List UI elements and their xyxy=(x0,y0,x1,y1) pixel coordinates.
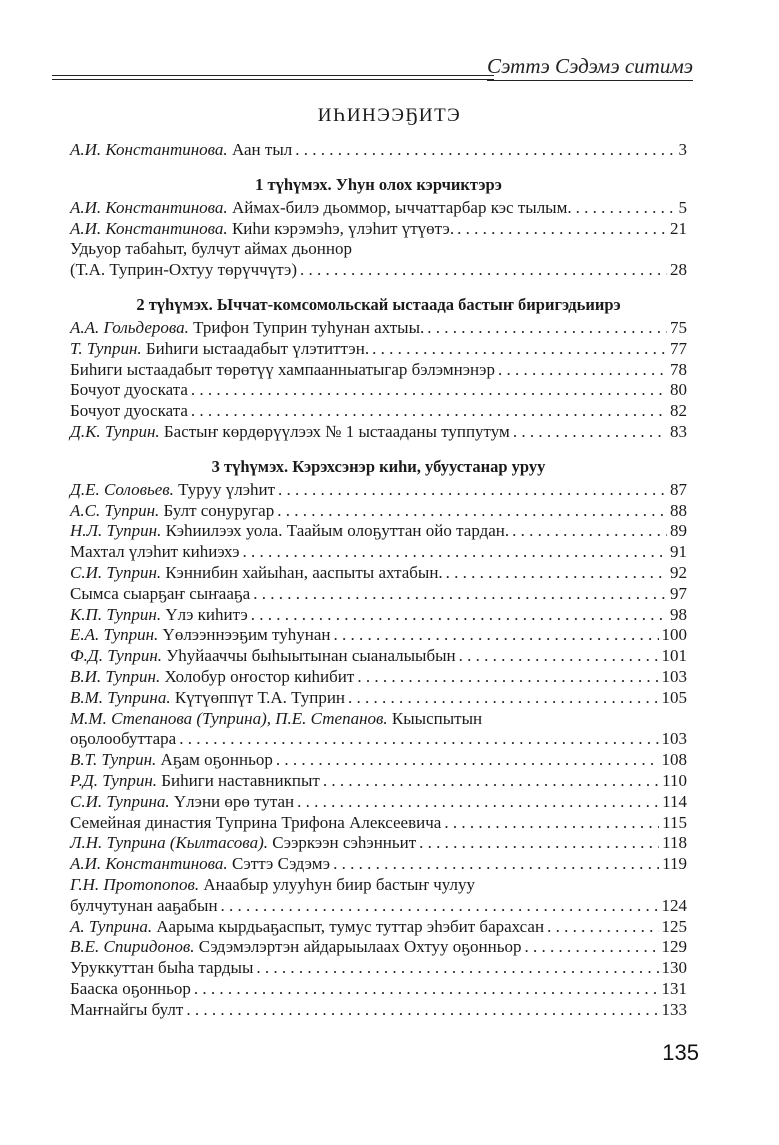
entry-author: Ф.Д. Туприн. xyxy=(70,646,163,666)
toc-entry xyxy=(70,360,687,381)
entry-title: Аан тыл xyxy=(227,140,293,159)
page-number: 124 xyxy=(661,895,687,915)
dot-leader xyxy=(295,140,675,161)
header-rule xyxy=(52,79,494,80)
dot-leader xyxy=(179,729,658,750)
page-number: 131 xyxy=(661,978,687,998)
entry-title: Бочуот дуоската xyxy=(70,380,188,400)
entry-author: С.И. Туприн. xyxy=(70,562,162,582)
page-number: 77 xyxy=(670,338,687,358)
entry-title: оҕолообуттара xyxy=(70,729,177,749)
toc-entry xyxy=(70,646,687,667)
dot-leader xyxy=(186,1000,658,1021)
page-number: 110 xyxy=(662,770,687,790)
section-heading: 3 түһүмэх. Кэрэхсэнэр киһи, убуустанар уруу xyxy=(211,456,546,476)
entry-title: Биһиги ыстаадабыт төрөтүү хампаанныатыгар бэлэмнэнэр xyxy=(70,359,495,379)
entry-author: А.И. Константинова. xyxy=(70,140,228,159)
entry-title: Күтүөппүт Т.А. Туприн xyxy=(170,687,346,707)
dot-leader xyxy=(221,896,659,917)
page-number: 75 xyxy=(670,317,687,337)
page-number: 88 xyxy=(670,500,687,520)
entry-title: Үөлээннээҕим туһунан xyxy=(158,625,331,645)
toc-entry xyxy=(70,771,687,792)
entry-title-line xyxy=(70,709,687,730)
section-heading: 1 түһүмэх. Уһун олох кэрчиктэрэ xyxy=(255,174,502,194)
contents-title: ИҺИНЭЭҔИТЭ xyxy=(317,105,462,126)
entry-title: Бааска оҕонньор xyxy=(70,978,191,998)
running-header xyxy=(52,54,693,88)
entry-title: Бочуот дуоската xyxy=(70,401,188,421)
toc-entry xyxy=(70,1000,687,1021)
dot-leader xyxy=(323,771,659,792)
entry-title: Кыыспытын xyxy=(387,708,483,728)
toc-entry xyxy=(70,750,687,771)
page-number: 89 xyxy=(670,521,687,541)
entry-author: Д.Е. Соловьев. xyxy=(70,479,174,499)
entry-title: Биһиги наставникпыт xyxy=(157,770,320,790)
dot-leader xyxy=(446,563,667,584)
entry-title: Үлэ киһитэ xyxy=(161,604,248,624)
page-number: 101 xyxy=(661,646,687,666)
toc-entry xyxy=(70,896,687,917)
entry-title: Аймах-билэ дьоммор, ыччаттарбар кэс тылым. xyxy=(227,197,572,217)
entry-title: Уруккуттан быһа тардыы xyxy=(70,958,254,978)
dot-leader xyxy=(498,360,667,381)
toc-entry xyxy=(70,198,687,219)
page-number: 3 xyxy=(678,140,687,159)
dot-leader xyxy=(576,198,675,219)
dot-leader xyxy=(277,501,667,522)
page-number: 103 xyxy=(661,666,687,686)
toc-entry xyxy=(70,667,687,688)
toc-entry xyxy=(70,380,687,401)
dot-leader xyxy=(333,854,659,875)
toc-entry xyxy=(70,605,687,626)
page-number: 103 xyxy=(661,729,687,749)
dot-leader xyxy=(459,646,659,667)
toc-entry xyxy=(70,521,687,542)
toc-entry xyxy=(70,480,687,501)
entry-author: А. Туприна. xyxy=(70,916,153,936)
entry-title: Сээркээн сэһэнньит xyxy=(267,833,417,853)
page-number: 5 xyxy=(678,197,687,217)
entry-author: В.Т. Туприн. xyxy=(70,750,157,770)
dot-leader xyxy=(348,688,658,709)
toc-entry xyxy=(70,339,687,360)
entry-author: Е.А. Туприн. xyxy=(70,625,159,645)
entry-author: Н.Л. Туприн. xyxy=(70,521,162,541)
entry-author: К.П. Туприн. xyxy=(70,604,162,624)
entry-title: Аҕам оҕонньор xyxy=(156,750,273,770)
entry-title: Уһуйааччы быһыытынан сыаналыыбын xyxy=(162,646,456,666)
dot-leader xyxy=(444,813,659,834)
page-number: 78 xyxy=(670,359,687,379)
dot-leader xyxy=(194,979,659,1000)
entry-author: Р.Д. Туприн. xyxy=(70,770,158,790)
entry-author: А.А. Гольдерова. xyxy=(70,317,189,337)
entry-author: Т. Туприн. xyxy=(70,338,142,358)
entry-author: А.И. Константинова. xyxy=(70,197,228,217)
dot-leader xyxy=(427,318,667,339)
dot-leader xyxy=(253,584,667,605)
entry-title: Киһи кэрэмэһэ, үлэһит үтүөтэ. xyxy=(227,218,455,238)
page-number: 28 xyxy=(670,260,687,280)
entry-author: Д.К. Туприн. xyxy=(70,421,160,441)
page-number: 87 xyxy=(670,479,687,499)
dot-leader xyxy=(300,260,667,281)
page-number: 125 xyxy=(661,916,687,936)
toc-entry xyxy=(70,958,687,979)
entry-title: Махтал үлэһит киһиэхэ xyxy=(70,542,240,562)
dot-leader xyxy=(525,937,659,958)
entry-author: А.И. Константинова. xyxy=(70,218,228,238)
entry-title: Туруу үлэһит xyxy=(173,479,276,499)
toc-entry xyxy=(70,401,687,422)
entry-title: Биһиги ыстаадабыт үлэтиттэн. xyxy=(141,338,370,358)
dot-leader xyxy=(334,625,659,646)
dot-leader xyxy=(278,480,667,501)
entry-title: Үлэни өрө тутан xyxy=(169,791,295,811)
entry-title: Бастыҥ көрдөрүүлээх № 1 ыстааданы туппутум xyxy=(159,421,510,441)
running-title: Сэттэ Сэдэмэ ситимэ xyxy=(487,54,693,81)
page-number: 118 xyxy=(662,833,687,853)
entry-title: Сэдэмэлэртэн айдарыылаах Охтуу оҕонньор xyxy=(194,937,522,957)
dot-leader xyxy=(243,542,667,563)
toc-entry xyxy=(70,729,687,750)
entry-title: Семейная династия Туприна Трифона Алексеевича xyxy=(70,812,442,832)
toc-entry xyxy=(70,792,687,813)
entry-title: (Т.А. Туприн-Охтуу төрүччүтэ) xyxy=(70,260,298,280)
dot-leader xyxy=(457,219,667,240)
page-number: 100 xyxy=(661,625,687,645)
dot-leader xyxy=(547,917,658,938)
toc-entry xyxy=(70,260,687,281)
toc-entry xyxy=(70,917,687,938)
entry-author: В.М. Туприна. xyxy=(70,687,171,707)
page-number: 21 xyxy=(670,218,687,238)
toc-entry xyxy=(70,833,687,854)
dot-leader xyxy=(276,750,659,771)
toc-entry xyxy=(70,688,687,709)
toc-entry xyxy=(70,422,687,443)
page-number: 80 xyxy=(670,380,687,400)
entry-title: Маҥнайгы булт xyxy=(70,999,184,1019)
dot-leader xyxy=(191,401,667,422)
page-number: 119 xyxy=(662,854,687,874)
table-of-contents xyxy=(70,140,687,1020)
toc-entry xyxy=(70,937,687,958)
page-folio: 135 xyxy=(662,1040,699,1065)
toc-entry xyxy=(70,813,687,834)
entry-title-line xyxy=(70,875,687,896)
entry-title: булчутунан ааҕабын xyxy=(70,895,218,915)
page-number: 114 xyxy=(662,791,687,811)
toc-entry xyxy=(70,219,687,240)
toc-entry xyxy=(70,318,687,339)
entry-title: Сэттэ Сэдэмэ xyxy=(227,854,331,874)
dot-leader xyxy=(513,422,667,443)
dot-leader xyxy=(256,958,658,979)
toc-entry xyxy=(70,140,687,161)
entry-author: А.С. Туприн. xyxy=(70,500,160,520)
toc-entry xyxy=(70,979,687,1000)
page-number: 133 xyxy=(661,999,687,1019)
page-number: 82 xyxy=(670,401,687,421)
dot-leader xyxy=(297,792,659,813)
page-number: 83 xyxy=(670,421,687,441)
dot-leader xyxy=(191,380,667,401)
toc-entry xyxy=(70,501,687,522)
entry-title: Кэһиилээх уола. Таайым олоҕуттан ойо тардан. xyxy=(161,521,510,541)
entry-title: Анаабыр улууһун биир бастыҥ чулуу xyxy=(199,874,476,894)
page-number: 105 xyxy=(661,687,687,707)
toc-entry xyxy=(70,563,687,584)
entry-author: Г.Н. Протопопов. xyxy=(70,874,200,894)
page-number: 115 xyxy=(662,812,687,832)
dot-leader xyxy=(357,667,658,688)
entry-title: Аарыма кырдьаҕаспыт, тумус туттар эһэбит барахсан xyxy=(152,916,545,936)
page-number: 108 xyxy=(661,750,687,770)
entry-title-line: Удьуор табаһыт, булчут аймах дьоннор xyxy=(70,239,352,259)
header-rule xyxy=(52,75,494,76)
entry-title: Холобур оҥостор киһибит xyxy=(160,666,355,686)
page-number: 130 xyxy=(661,958,687,978)
page-number: 91 xyxy=(670,542,687,562)
page-number: 97 xyxy=(670,583,687,603)
dot-leader xyxy=(512,521,667,542)
entry-title: Кэннибин хайыһан, ааспыты ахтабын. xyxy=(161,562,443,582)
section-heading: 2 түһүмэх. Ыччат-комсомольскай ыстаада бастыҥ биригэдьиирэ xyxy=(136,294,621,314)
entry-author: А.И. Константинова. xyxy=(70,854,228,874)
entry-title: Булт сонуругар xyxy=(159,500,275,520)
dot-leader xyxy=(251,605,667,626)
page-number: 129 xyxy=(661,937,687,957)
dot-leader xyxy=(372,339,667,360)
entry-author: Л.Н. Туприна (Кылтасова). xyxy=(70,833,268,853)
toc-entry xyxy=(70,584,687,605)
entry-author: В.Е. Спиридонов. xyxy=(70,937,195,957)
toc-entry xyxy=(70,625,687,646)
dot-leader xyxy=(419,833,659,854)
toc-entry xyxy=(70,854,687,875)
page-number: 98 xyxy=(670,604,687,624)
entry-author: С.И. Туприна. xyxy=(70,791,170,811)
page-number: 92 xyxy=(670,562,687,582)
entry-title: Трифон Туприн туһунан ахтыы. xyxy=(188,317,425,337)
toc-entry xyxy=(70,542,687,563)
entry-title: Сымса сыарҕаҥ сыҥааҕа xyxy=(70,583,251,603)
entry-author: В.И. Туприн. xyxy=(70,666,161,686)
entry-author: М.М. Степанова (Туприна), П.Е. Степанов. xyxy=(70,708,388,728)
